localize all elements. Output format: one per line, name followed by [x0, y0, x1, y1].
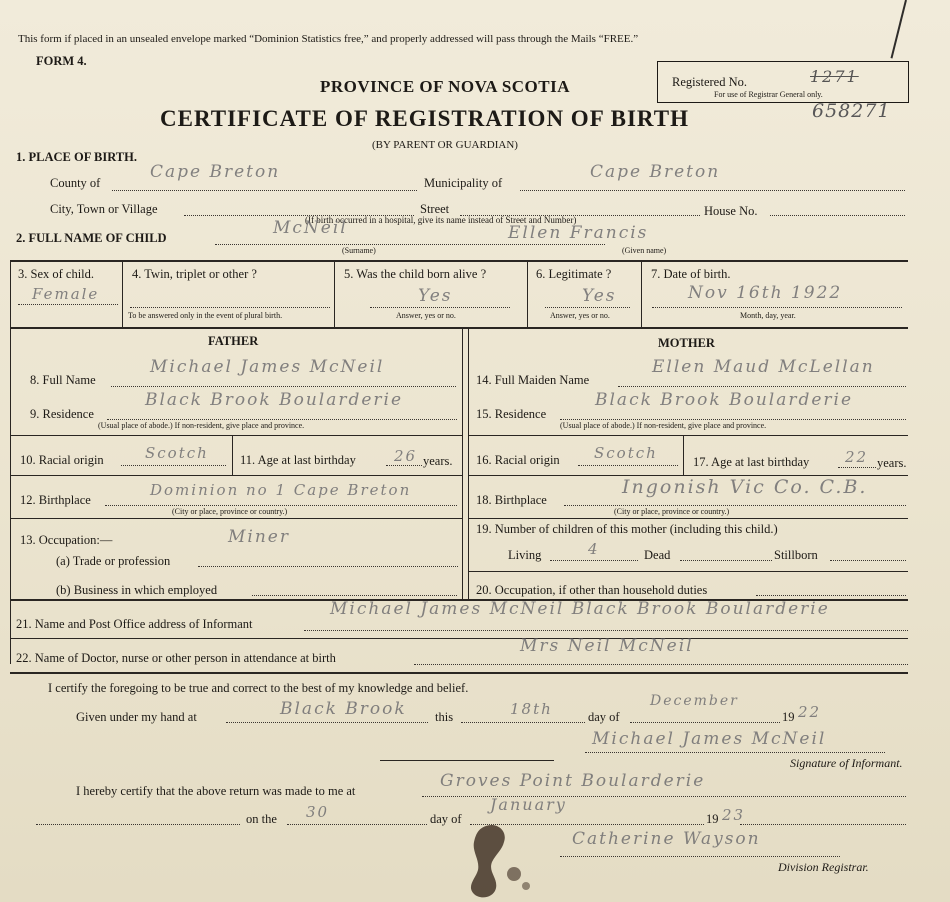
informant-signature: Michael James McNeil [592, 729, 827, 749]
day-of-label: day of [588, 710, 620, 724]
father-residence-value: Black Brook Boularderie [145, 390, 404, 410]
child-surname: McNeil [273, 218, 348, 238]
this-label: this [435, 710, 454, 724]
on-the-label: on the [246, 812, 277, 826]
father-racial-value: Scotch [145, 444, 209, 462]
registered-struck-number: 1271 [810, 67, 859, 86]
dob-value: Nov 16th 1922 [688, 283, 843, 303]
municipality-value: Cape Breton [590, 162, 721, 182]
registrar-signature: Catherine Wayson [572, 829, 761, 849]
county-label: County of [50, 176, 101, 190]
mother-racial-value: Scotch [594, 444, 658, 462]
registrar-year: 23 [722, 806, 746, 824]
father-name-value: Michael James McNeil [150, 357, 385, 377]
father-name-label: 8. Full Name [30, 373, 96, 387]
given-label: Given under my hand at [76, 710, 197, 724]
mother-living-value: 4 [588, 540, 600, 558]
legitimate-label: 6. Legitimate ? [536, 267, 612, 281]
doctor-value: Mrs Neil McNeil [520, 636, 694, 656]
registrar-year-prefix: 19 [706, 812, 719, 826]
registrar-month: January [490, 795, 567, 814]
mother-residence-label: 15. Residence [476, 407, 547, 421]
pencil-stroke [891, 0, 907, 58]
child-given-name: Ellen Francis [508, 223, 649, 243]
municipality-label: Municipality of [424, 176, 503, 190]
father-occupation-label: 13. Occupation:— [20, 533, 113, 547]
given-place: Black Brook [280, 699, 407, 719]
given-month: December [650, 693, 739, 709]
place-heading: 1. PLACE OF BIRTH. [16, 150, 137, 164]
registered-note: For use of Registrar General only. [714, 90, 823, 99]
registered-number: 658271 [812, 100, 891, 122]
registrar-day-of-label: day of [430, 812, 462, 826]
registered-label: Registered No. [672, 75, 747, 89]
mother-racial-label: 16. Racial origin [476, 453, 560, 467]
mother-name-label: 14. Full Maiden Name [476, 373, 590, 387]
given-year-prefix: 19 [782, 710, 795, 724]
doctor-label: 22. Name of Doctor, nurse or other person in attendance at birth [16, 651, 336, 665]
child-name-label: 2. FULL NAME OF CHILD [16, 231, 167, 245]
registrar-caption: Division Registrar. [778, 860, 869, 874]
alive-note: Answer, yes or no. [396, 311, 456, 320]
father-birthplace-note: (City or place, province or country.) [172, 507, 288, 516]
alive-label: 5. Was the child born alive ? [344, 267, 487, 281]
mail-notice: This form if placed in an unsealed envelope marked “Dominion Statistics free,” and properly addressed will pass through the Mails “FREE.” [18, 33, 639, 45]
twin-note: To be answered only in the event of plural birth. [128, 311, 283, 320]
mother-age-value: 22 [845, 448, 869, 466]
given-year: 22 [798, 703, 822, 721]
father-occupation-value: Miner [228, 527, 290, 547]
informant-value: Michael James McNeil Black Brook Boularderie [330, 599, 830, 619]
signature-caption: Signature of Informant. [790, 756, 903, 770]
father-birthplace-value: Dominion no 1 Cape Breton [150, 481, 412, 499]
county-value: Cape Breton [150, 162, 281, 182]
twin-label: 4. Twin, triplet or other ? [132, 267, 257, 281]
mother-birthplace-value: Ingonish Vic Co. C.B. [622, 476, 868, 498]
father-racial-label: 10. Racial origin [20, 453, 104, 467]
given-caption: (Given name) [622, 246, 667, 255]
mother-heading: MOTHER [658, 336, 715, 350]
mother-age-label: 17. Age at last birthday [693, 455, 810, 469]
house-label: House No. [704, 204, 758, 218]
mother-living-label: Living [508, 548, 542, 562]
form-number: FORM 4. [36, 54, 87, 68]
registered-box [657, 61, 909, 103]
hospital-note: (If birth occurred in a hospital, give its name instead of Street and Number) [305, 215, 577, 225]
father-heading: FATHER [208, 334, 259, 348]
legitimate-note: Answer, yes or no. [550, 311, 610, 320]
mother-birthplace-note: (City or place, province or country.) [614, 507, 730, 516]
registrar-place: Groves Point Boularderie [440, 771, 706, 791]
dob-note: Month, day, year. [740, 311, 796, 320]
ink-stain [456, 820, 546, 902]
informant-label: 21. Name and Post Office address of Informant [16, 617, 253, 631]
certify-statement: I certify the foregoing to be true and correct to the best of my knowledge and belief. [48, 681, 469, 695]
mother-residence-value: Black Brook Boularderie [595, 390, 854, 410]
sex-value: Female [32, 285, 100, 303]
mother-name-value: Ellen Maud McLellan [652, 357, 875, 377]
city-label: City, Town or Village [50, 202, 158, 216]
father-business-label: (b) Business in which employed [56, 583, 218, 597]
mother-years-label: years. [877, 456, 907, 470]
father-residence-label: 9. Residence [30, 407, 94, 421]
surname-caption: (Surname) [342, 246, 376, 255]
father-age-value: 26 [394, 447, 418, 465]
page-subtitle: (BY PARENT OR GUARDIAN) [372, 139, 518, 151]
father-years-label: years. [423, 454, 453, 468]
mother-dead-label: Dead [644, 548, 671, 562]
given-day: 18th [510, 700, 553, 718]
page-title: CERTIFICATE OF REGISTRATION OF BIRTH [160, 106, 689, 131]
mother-children-label: 19. Number of children of this mother (including this child.) [476, 522, 778, 536]
dob-label: 7. Date of birth. [651, 267, 731, 281]
father-trade-label: (a) Trade or profession [56, 554, 171, 568]
mother-birthplace-label: 18. Birthplace [476, 493, 547, 507]
father-birthplace-label: 12. Birthplace [20, 493, 91, 507]
sex-label: 3. Sex of child. [18, 267, 95, 281]
province-heading: PROVINCE OF NOVA SCOTIA [320, 77, 571, 96]
registrar-day: 30 [306, 803, 330, 821]
street-label: Street [420, 202, 450, 216]
mother-stillborn-label: Stillborn [774, 548, 818, 562]
legitimate-value: Yes [582, 286, 617, 306]
registrar-statement: I hereby certify that the above return was made to me at [76, 784, 356, 798]
alive-value: Yes [418, 286, 453, 306]
mother-occupation-label: 20. Occupation, if other than household duties [476, 583, 708, 597]
father-age-label: 11. Age at last birthday [240, 453, 356, 467]
father-abode-note: (Usual place of abode.) If non-resident, give place and province. [98, 421, 305, 430]
mother-abode-note: (Usual place of abode.) If non-resident, give place and province. [560, 421, 767, 430]
